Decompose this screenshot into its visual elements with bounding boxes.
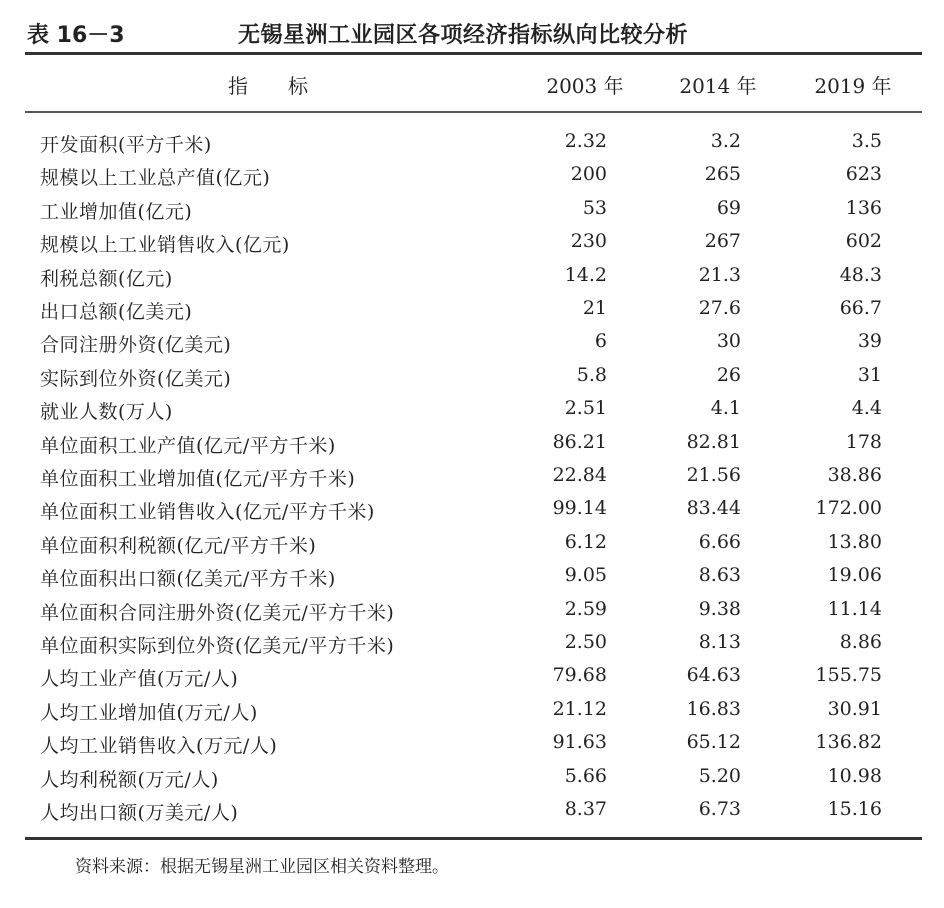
table-row (0, 230, 944, 263)
row-label: 人均工业增加值(万元/人) (40, 701, 258, 724)
value-2003: 5.66 (564, 764, 607, 787)
value-2014: 6.73 (698, 798, 741, 820)
row-label: 单位面积工业产值(亿元/平方千米) (40, 434, 336, 457)
table-row (0, 397, 944, 430)
table-title: 无锡星洲工业园区各项经济指标纵向比较分析 (238, 23, 689, 48)
table-row (0, 798, 944, 831)
value-2014: 6.66 (698, 530, 741, 553)
value-2014: 21.3 (698, 263, 741, 286)
value-2014: 8.63 (698, 564, 741, 587)
value-2003: 9.05 (564, 564, 607, 587)
table-row (0, 698, 944, 731)
value-2014: 83.44 (686, 497, 741, 520)
value-2019: 8.86 (839, 631, 882, 653)
value-2014: 26 (716, 363, 741, 386)
table-row (0, 497, 944, 530)
table-row (0, 130, 944, 163)
table-row (0, 531, 944, 564)
value-2003: 53 (582, 196, 607, 219)
value-2019: 136.82 (815, 731, 882, 754)
table-row (0, 163, 944, 196)
value-2003: 8.37 (564, 798, 607, 820)
value-2014: 27.6 (698, 297, 741, 319)
header-2019: 2019 年 (814, 74, 892, 98)
table-row (0, 631, 944, 664)
value-2014: 267 (704, 230, 741, 253)
value-2019: 38.86 (827, 464, 882, 486)
value-2003: 2.51 (564, 397, 607, 420)
value-2019: 3.5 (851, 130, 882, 152)
top-rule (25, 52, 922, 55)
value-2019: 11.14 (827, 597, 882, 620)
value-2003: 2.50 (564, 631, 607, 653)
header-indicator: 指标 (228, 74, 348, 98)
header-rule (25, 111, 922, 113)
table-row (0, 598, 944, 631)
row-label: 人均工业产值(万元/人) (40, 668, 239, 691)
table-row (0, 731, 944, 764)
value-2003: 79.68 (552, 664, 607, 687)
value-2014: 64.63 (686, 664, 741, 687)
value-2019: 39 (857, 330, 882, 353)
table-row (0, 664, 944, 697)
value-2019: 172.00 (815, 497, 882, 520)
table-row (0, 197, 944, 230)
value-2019: 30.91 (827, 697, 882, 720)
value-2019: 178 (845, 430, 882, 453)
row-label: 规模以上工业销售收入(亿元) (40, 234, 290, 257)
source-note: 资料来源：根据无锡星洲工业园区相关资料整理。 (75, 857, 449, 877)
table-row (0, 330, 944, 363)
value-2014: 265 (704, 163, 741, 186)
value-2019: 136 (845, 196, 882, 219)
value-2019: 19.06 (827, 564, 882, 587)
value-2003: 2.59 (564, 597, 607, 620)
table-row (0, 297, 944, 330)
row-label: 人均出口额(万美元/人) (40, 802, 239, 824)
value-2019: 13.80 (827, 530, 882, 553)
row-label: 工业增加值(亿元) (40, 200, 193, 223)
value-2014: 30 (716, 330, 741, 353)
row-label: 出口总额(亿美元) (40, 301, 193, 323)
row-label: 利税总额(亿元) (40, 267, 173, 290)
row-label: 实际到位外资(亿美元) (40, 367, 232, 390)
value-2003: 91.63 (552, 731, 607, 754)
row-label: 开发面积(平方千米) (40, 134, 212, 156)
value-2003: 5.8 (576, 363, 607, 386)
value-2019: 31 (857, 363, 882, 386)
value-2003: 6 (594, 330, 607, 353)
row-label: 单位面积利税额(亿元/平方千米) (40, 534, 317, 557)
row-label: 人均工业销售收入(万元/人) (40, 735, 278, 758)
row-label: 人均利税额(万元/人) (40, 768, 219, 791)
table-row (0, 765, 944, 798)
value-2003: 230 (570, 230, 607, 253)
table-row (0, 264, 944, 297)
value-2014: 3.2 (710, 130, 741, 152)
table-row (0, 564, 944, 597)
value-2003: 21.12 (552, 697, 607, 720)
value-2014: 5.20 (698, 764, 741, 787)
value-2003: 6.12 (564, 530, 607, 553)
value-2014: 21.56 (686, 464, 741, 486)
row-label: 单位面积工业增加值(亿元/平方千米) (40, 468, 356, 490)
value-2014: 16.83 (686, 697, 741, 720)
table-row (0, 464, 944, 497)
value-2019: 4.4 (851, 397, 882, 420)
table-number: 表 16－3 (27, 23, 125, 48)
value-2003: 22.84 (552, 464, 607, 486)
value-2014: 69 (716, 196, 741, 219)
value-2003: 14.2 (564, 263, 607, 286)
header-2003: 2003 年 (546, 74, 624, 98)
value-2014: 82.81 (686, 430, 741, 453)
value-2019: 15.16 (827, 798, 882, 820)
row-label: 单位面积实际到位外资(亿美元/平方千米) (40, 635, 395, 657)
value-2014: 9.38 (698, 597, 741, 620)
table-row (0, 364, 944, 397)
row-label: 就业人数(万人) (40, 401, 173, 424)
row-label: 单位面积合同注册外资(亿美元/平方千米) (40, 601, 395, 624)
value-2003: 2.32 (564, 130, 607, 152)
table-row (0, 431, 944, 464)
row-label: 单位面积出口额(亿美元/平方千米) (40, 568, 336, 591)
value-2014: 4.1 (710, 397, 741, 420)
row-label: 规模以上工业总产值(亿元) (40, 167, 271, 190)
value-2014: 65.12 (686, 731, 741, 754)
value-2003: 200 (570, 163, 607, 186)
row-label: 合同注册外资(亿美元) (40, 334, 232, 357)
header-2014: 2014 年 (679, 74, 757, 98)
value-2019: 623 (845, 163, 882, 186)
value-2003: 21 (582, 297, 607, 319)
value-2019: 155.75 (815, 664, 882, 687)
value-2019: 10.98 (827, 764, 882, 787)
row-label: 单位面积工业销售收入(亿元/平方千米) (40, 501, 375, 524)
value-2019: 48.3 (839, 263, 882, 286)
value-2019: 602 (845, 230, 882, 253)
value-2019: 66.7 (839, 297, 882, 319)
bottom-rule (25, 837, 922, 840)
value-2003: 86.21 (552, 430, 607, 453)
value-2003: 99.14 (552, 497, 607, 520)
value-2014: 8.13 (698, 631, 741, 653)
